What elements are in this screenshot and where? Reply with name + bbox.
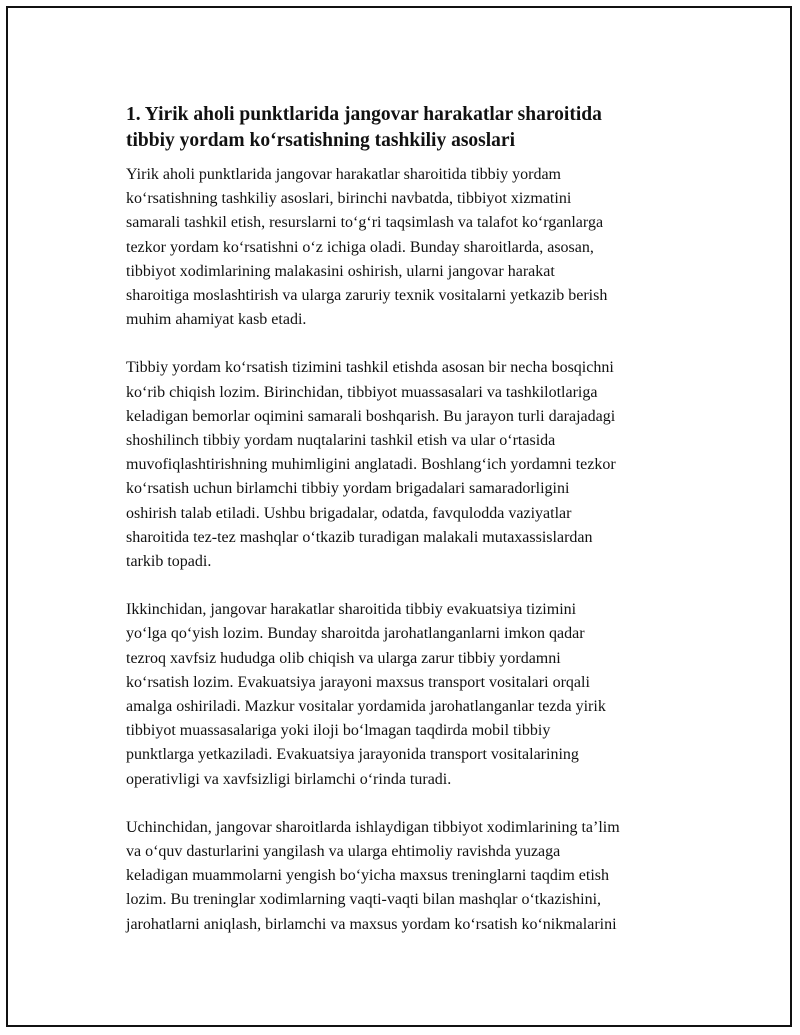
document-body: [126, 102, 706, 961]
paragraph-1: Yirik aholi punktlarida jangovar harakatlar sharoitida tibbiy yordam koʻrsatishning tashkiliy asoslari, birinchi navbatda, tibbiyot xizmatini samarali tashkil etish, resurslarni toʻgʻri taqsimlash va talafot koʻrganlarga tezkor yordam koʻrsatishni oʻz ichiga oladi. Bunday sharoitlarda, asosan, tibbiyot xodimlarining malakasini oshirish, ularni jangovar harakat sharoitiga moslashtirish va ularga zaruriy texnik vositalarni yetkazib berish muhim ahamiyat kasb etadi.: [126, 166, 608, 329]
paragraph-2: Tibbiy yordam koʻrsatish tizimini tashkil etishda asosan bir necha bosqichni koʻrib chiqish lozim. Birinchidan, tibbiyot muassasalari va tashkilotlariga keladigan bemorlar oqimini samarali boshqarish. Bu jarayon turli darajadagi shoshilinch tibbiy yordam nuqtalarini tashkil etish va ular oʻrtasida muvofiqlashtirishning muhimligini anglatadi. Boshlangʻich yordamni tezkor koʻrsatish uchun birlamchi tibbiy yordam brigadalari samaradorligini oshirish talab etiladi. Ushbu brigadalar, odatda, favqulodda vaziyatlar sharoitida tez-tez mashqlar oʻtkazib turadigan malakali mutaxassislardan tarkib topadi.: [126, 359, 616, 571]
section-heading: 1. Yirik aholi punktlarida jangovar harakatlar sharoitida tibbiy yordam koʻrsatishning tashkiliy asoslari: [126, 104, 602, 151]
paragraph-3: Ikkinchidan, jangovar harakatlar sharoitida tibbiy evakuatsiya tizimini yoʻlga qoʻyish lozim. Bunday sharoitda jarohatlanganlarni imkon qadar tezroq xavfsiz hududga olib chiqish va ularga zarur tibbiy yordamni koʻrsatish lozim. Evakuatsiya jarayoni maxsus transport vositalari orqali amalga oshiriladi. Mazkur vositalar yordamida jarohatlanganlar tezda yirik tibbiyot muassasalariga yoki iloji boʻlmagan taqdirda mobil tibbiy punktlarga yetkaziladi. Evakuatsiya jarayonida transport vositalarining operativligi va xavfsizligi birlamchi oʻrinda turadi.: [126, 601, 606, 788]
paragraph-4: Uchinchidan, jangovar sharoitlarda ishlaydigan tibbiyot xodimlarining taʼlim va oʻquv dasturlarini yangilash va ularga ehtimoliy ravishda yuzaga keladigan muammolarni yengish boʻyicha maxsus treninglarni taqdim etish lozim. Bu treninglar xodimlarning vaqti-vaqti bilan mashqlar oʻtkazishini, jarohatlarni aniqlash, birlamchi va maxsus yordam koʻrsatish koʻnikmalarini: [126, 818, 620, 933]
page-frame: [6, 6, 792, 1027]
